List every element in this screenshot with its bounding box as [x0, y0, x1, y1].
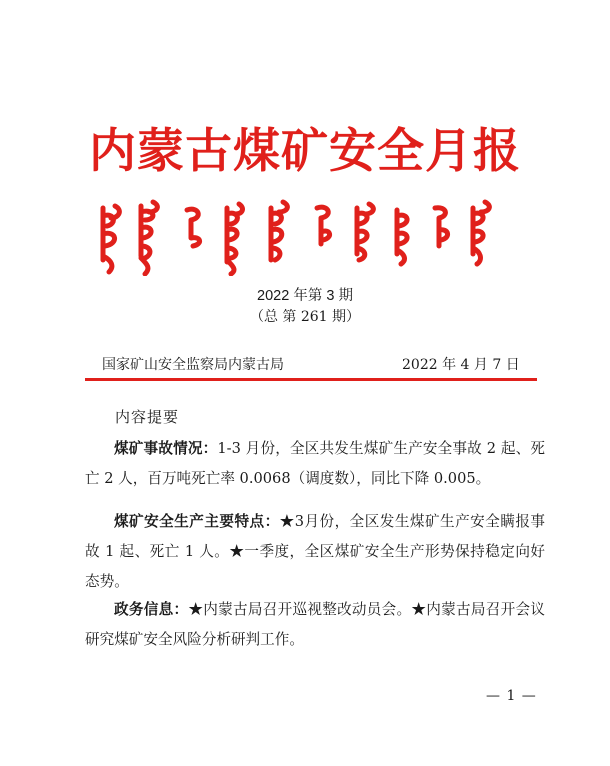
- issuing-organization: 国家矿山安全监察局内蒙古局: [102, 357, 284, 373]
- summary-heading: 内容提要: [115, 409, 180, 426]
- section-label: 政务信息：: [114, 601, 189, 618]
- summary-paragraph-accidents: [85, 434, 545, 494]
- masthead-title: 内蒙古煤矿安全月报: [89, 124, 521, 179]
- section-text: ★3月份，全区发生煤矿生产安全瞒报事故 1 起、死亡 1 人。★一季度，全区煤矿安全生产形势保持稳定向好态势。: [85, 513, 545, 590]
- mongolian-script-title: [95, 198, 525, 276]
- total-issue-number: （总 第 261 期）: [249, 309, 361, 325]
- publish-date: 2022 年 4 月 7 日: [402, 357, 520, 373]
- issue-number: 2022 年第 3 期: [257, 288, 353, 304]
- header-divider: [85, 378, 537, 381]
- section-label: 煤矿事故情况：: [114, 440, 218, 457]
- section-label: 煤矿安全生产主要特点：: [114, 513, 280, 530]
- page-number: — 1 —: [486, 688, 537, 704]
- section-text: ★内蒙古局召开巡视整改动员会。★内蒙古局召开会议研究煤矿安全风险分析研判工作。: [85, 601, 545, 648]
- summary-paragraph-government-news: [85, 595, 545, 655]
- section-text: 1-3 月份，全区共发生煤矿生产安全事故 2 起、死亡 2 人，百万吨死亡率 0.0068（调度数），同比下降 0.005。: [85, 440, 545, 487]
- summary-paragraph-features: [85, 507, 545, 597]
